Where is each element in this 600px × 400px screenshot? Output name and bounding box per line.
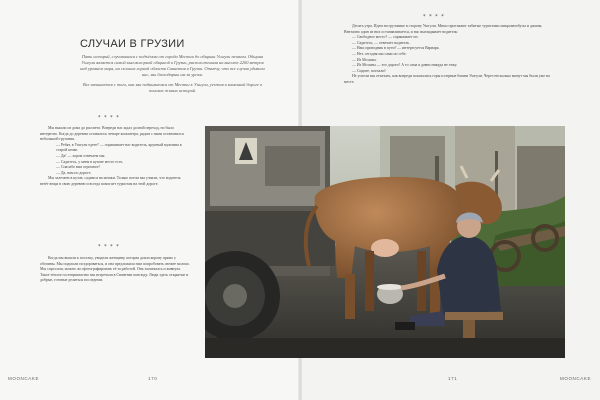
story-paragraph: Десять утра. Идем на грузовике в сторону Ушгули. Мимо проезжают забитые туристами микроавтобусы и джипы. Внезапно один из них останавливается, и нас выглядывает водитель:: [344, 24, 543, 34]
intro-paragraph: Все начинается с того, как мы поднимаемся от Местии к Ушгули, уезжая в каменной дороге в поисках живых историй.: [83, 82, 262, 93]
section-separator: * * * *: [98, 244, 120, 250]
story-dialogue: — Да, нам по дороге.: [56, 170, 92, 175]
intro-paragraph: Пять историй, случившихся с подъёмом от города Местии до общины Ушгули пешком. Община Ушгули является самой высокогорной общиной в Грузии, расположенная на высоте 2200 метров над уровнем моря, на склонах горной области Сванетия в Грузии. Отмечу, что все случаи удивили нас, мы благодарны им за уроки.: [80, 54, 265, 77]
article-title: СЛУЧАИ В ГРУЗИИ: [80, 38, 185, 50]
story-dialogue: — Ребят, в Ушгули едете? — спрашивает нас водитель, крупный мужчина в старой кепке.: [56, 142, 182, 153]
folio-left-mark: MOONCAKE: [8, 376, 40, 381]
story-paragraph: Мы вышли из дома до рассвета. Впереди нас ждал долгий переход, но было интересно. Когда до деревни оставалось четыре километра, рядом с нами остановился небольшой грузовик.: [40, 126, 184, 142]
story-column-3: [344, 24, 559, 86]
section-separator: * * * *: [423, 14, 445, 20]
story-dialogue: — Свободное место? — спрашивает он.: [352, 35, 419, 40]
story-dialogue: — Садитесь, у меня в кузове место есть.: [56, 159, 124, 164]
story-column-2: [40, 256, 190, 284]
story-paragraph: Мы залезаем в кузов, садимся на мешки. Только потом мы узнали, что водитель везёт вещи в свою деревню и всегда помогает туристам на этой дороге.: [40, 176, 181, 186]
story-paragraph: Не успели мы отъехать, как впереди показались горы и первые башни Ушгули. Через несколько минут мы были уже на месте.: [344, 74, 550, 84]
page-number-left: 170: [148, 376, 158, 381]
story-dialogue: — Да! — хором отвечаем мы.: [56, 153, 106, 158]
story-paragraph: Когда мы вышли к поселку, увидели женщину, которая доила корову прямо у обочины. Мы подошли поздороваться, и она предложила нам попробовать свежее молоко. Мы спросили, можно ли сфотографировать её за работой. Она засмеялась и кивнула. Такое тёплое гостеприимство мы встречали в Сванетии повсюду. Люди здесь открытые и добрые, готовые делиться последним.: [40, 256, 190, 283]
story-dialogue: — Сидите, поехали!: [352, 68, 386, 73]
story-column-1: [40, 126, 190, 188]
milking-cow-photo: [205, 126, 565, 358]
photo-illustration: [205, 126, 565, 358]
article-intro: [80, 54, 265, 98]
story-dialogue: — Садитесь, — отвечает водитель.: [352, 40, 411, 45]
story-dialogue: — Из Москвы.: [352, 57, 377, 62]
folio-right-mark: MOONCAKE: [560, 376, 592, 381]
story-dialogue: — Из Москвы — это дорого! А то сама я давно никуда не езжу.: [352, 63, 458, 68]
story-dialogue: — Спасибо вам огромное!: [56, 165, 100, 170]
story-dialogue: — Нет, сегодня мы сами по себе.: [352, 51, 407, 56]
section-separator: * * * *: [98, 115, 120, 121]
page-number-right: 171: [448, 376, 458, 381]
story-dialogue: — Наш проводник в пути? — интересуется Варвара.: [352, 46, 440, 51]
